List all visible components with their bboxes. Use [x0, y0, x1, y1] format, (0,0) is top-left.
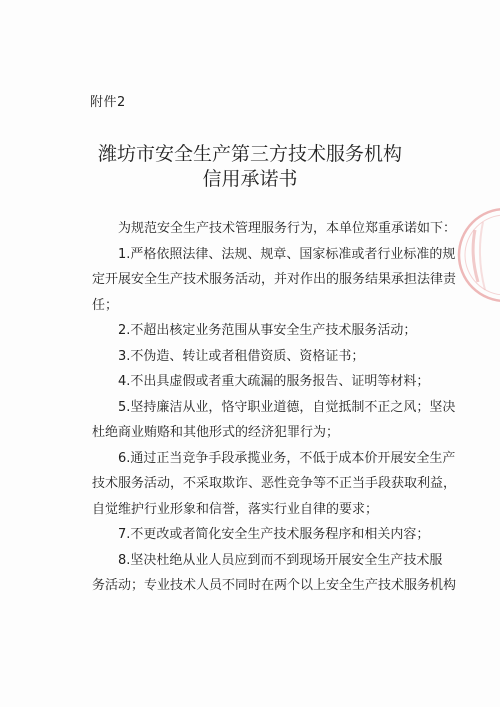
official-seal-stamp [450, 200, 500, 310]
item-8-line-2: 务活动；专业技术人员不同时在两个以上安全生产技术服务机构 [92, 578, 457, 593]
item-6-line-3: 自觉维护行业形象和信誉，落实行业自律的要求； [92, 501, 379, 517]
commitment-body [92, 216, 457, 599]
item-1-line-3: 任； [92, 297, 119, 313]
document-title-line1: 潍坊市安全生产第三方技术服务机构 [97, 143, 402, 165]
intro-paragraph: 为规范安全生产技术管理服务行为，本单位郑重承诺如下： [118, 221, 457, 236]
document-title-line2: 信用承诺书 [202, 168, 298, 190]
item-6-line-1: 6.通过正当竞争手段承揽业务，不低于成本价开展安全生产 [118, 450, 456, 466]
item-6-line-2: 技术服务活动，不采取欺诈、恶性竞争等不正当手段获取利益， [92, 476, 457, 491]
item-4: 4.不出具虚假或者重大疏漏的服务报告、证明等材料； [118, 374, 430, 389]
item-7: 7.不更改或者简化安全生产技术服务程序和相关内容； [118, 527, 430, 542]
item-3: 3.不伪造、转让或者租借资质、资格证书； [118, 348, 365, 364]
item-1-line-2: 定开展安全生产技术服务活动，并对作出的服务结果承担法律责 [92, 272, 457, 287]
attachment-label: 附件2 [90, 95, 126, 110]
item-5-line-1: 5.坚持廉洁从业，恪守职业道德，自觉抵制不正之风；坚决 [118, 399, 456, 415]
item-5-line-2: 杜绝商业贿赂和其他形式的经济犯罪行为； [92, 425, 340, 440]
item-2: 2.不超出核定业务范围从事安全生产技术服务活动； [118, 323, 417, 338]
item-8-line-1: 8.坚决杜绝从业人员应到而不到现场开展安全生产技术服 [118, 552, 443, 568]
item-1-line-1: 1.严格依照法律、法规、规章、国家标准或者行业标准的规 [118, 246, 456, 262]
